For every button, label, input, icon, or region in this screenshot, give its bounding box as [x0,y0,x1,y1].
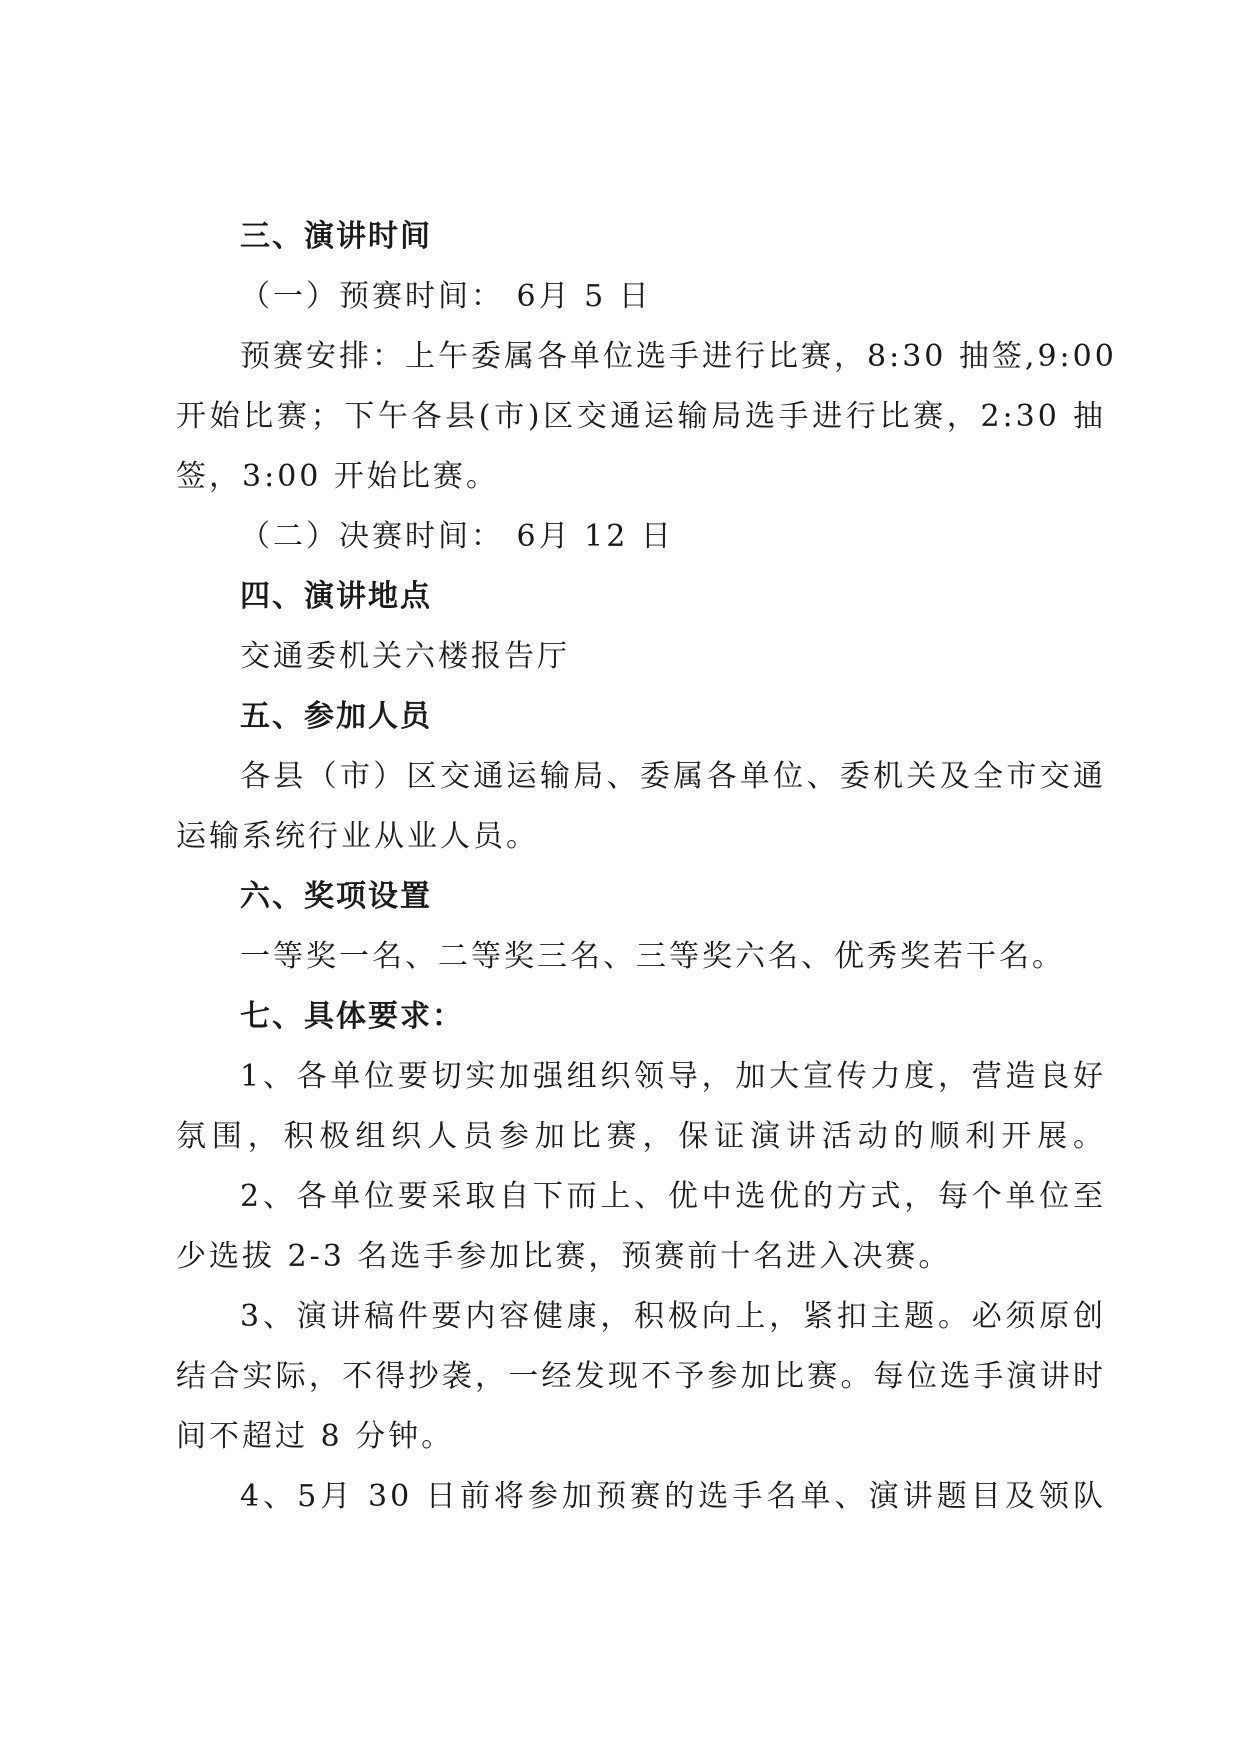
section-heading-6: 六、奖项设置 [240,879,432,914]
section-heading-4: 四、演讲地点 [240,579,432,614]
body-line: 签，3:00 开始比赛。 [176,459,499,494]
body-line: 结合实际，不得抄袭，一经发现不予参加比赛。每位选手演讲时 [176,1359,1106,1394]
body-line: 开始比赛；下午各县(市)区交通运输局选手进行比赛，2:30 抽 [176,399,1106,434]
body-line: 2、各单位要采取自下而上、优中选优的方式，每个单位至 [240,1179,1106,1214]
body-line: 3、演讲稿件要内容健康，积极向上，紧扣主题。必须原创 [240,1299,1106,1334]
body-line: 4、5月 30 日前将参加预赛的选手名单、演讲题目及领队 [240,1479,1106,1514]
body-line: 少选拔 2-3 名选手参加比赛，预赛前十名进入决赛。 [176,1239,952,1274]
final-time: （二）决赛时间： 6月 12 日 [240,519,674,554]
prelim-time: （一）预赛时间： 6月 5 日 [240,279,652,314]
body-line: 各县（市）区交通运输局、委属各单位、委机关及全市交通 [240,759,1106,794]
body-line: 氛围，积极组织人员参加比赛，保证演讲活动的顺利开展。 [176,1119,1106,1154]
section-heading-7: 七、具体要求： [240,999,464,1034]
body-line: 间不超过 8 分钟。 [176,1419,455,1454]
awards-text: 一等奖一名、二等奖三名、三等奖六名、优秀奖若干名。 [240,939,1065,974]
section-heading-3: 三、演讲时间 [240,219,432,254]
body-line: 1、各单位要切实加强组织领导，加大宣传力度，营造良好 [240,1059,1106,1094]
body-line: 预赛安排：上午委属各单位选手进行比赛，8:30 抽签,9:00 [240,339,1117,374]
venue-text: 交通委机关六楼报告厅 [240,639,570,674]
body-line: 运输系统行业从业人员。 [176,819,539,854]
section-heading-5: 五、参加人员 [240,699,432,734]
